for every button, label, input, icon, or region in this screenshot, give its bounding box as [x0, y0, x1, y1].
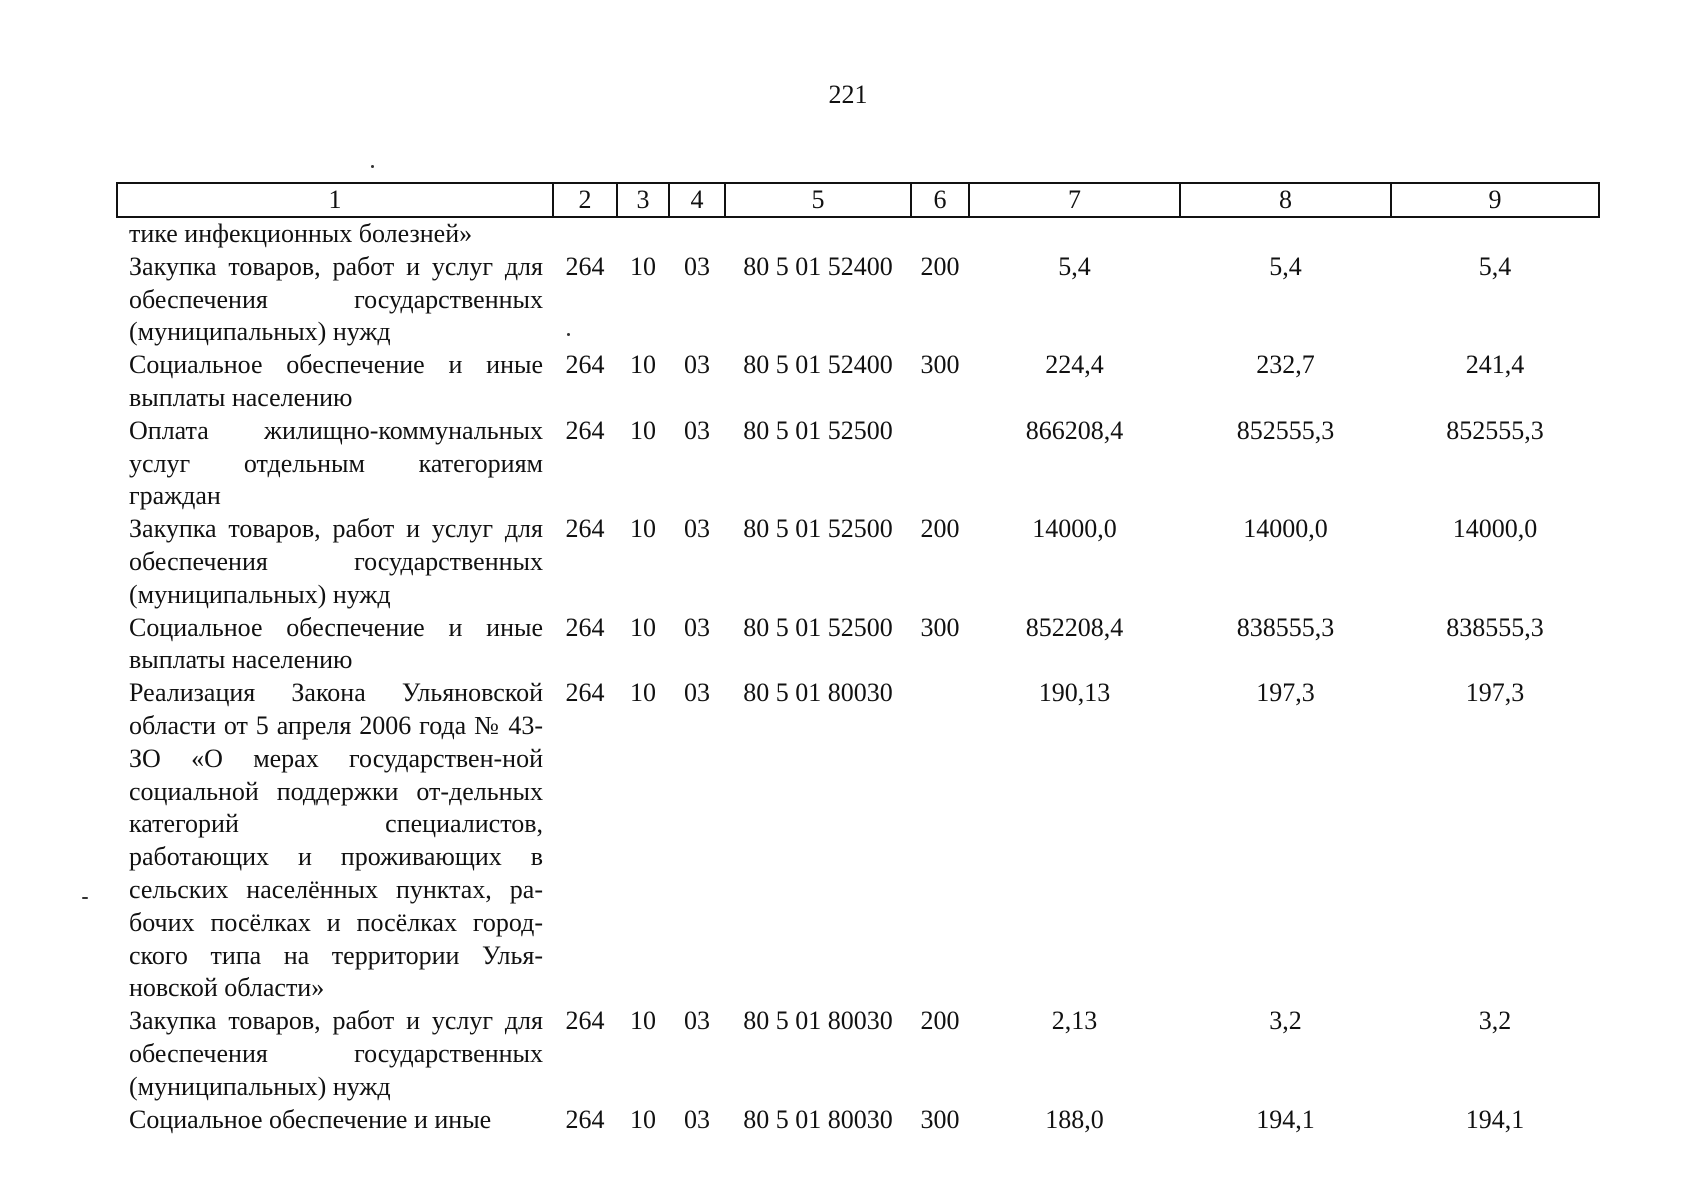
- page-number: 221: [828, 80, 868, 109]
- expense-type-code: 300: [920, 612, 960, 642]
- subsection-code: 03: [684, 612, 710, 642]
- amount-col8: 232,7: [1256, 350, 1315, 380]
- subsection-code: [669, 217, 725, 251]
- amount-col8: 197,3: [1256, 678, 1315, 708]
- ministry-code: 264: [565, 251, 605, 281]
- amount-col8: 5,4: [1269, 251, 1302, 281]
- table-row: [117, 677, 1599, 1005]
- subsection-code: 03: [684, 678, 710, 708]
- amount-col9: 197,3: [1465, 678, 1525, 708]
- amount-col9: [1391, 217, 1599, 251]
- column-header: 1: [117, 183, 553, 217]
- table-row: [117, 612, 1599, 678]
- subsection-code: 03: [684, 251, 710, 281]
- target-article-code: 80 5 01 80030: [743, 1104, 893, 1134]
- target-article-code: 80 5 01 52400: [743, 251, 893, 281]
- table-row: [117, 349, 1599, 415]
- item-name: Социальное обеспечение и иные выплаты населению: [129, 350, 543, 412]
- column-header: 8: [1180, 183, 1391, 217]
- table-row: [117, 1005, 1599, 1103]
- subsection-code: 03: [684, 415, 710, 445]
- amount-col7: [969, 217, 1180, 251]
- column-header: 3: [617, 183, 669, 217]
- ministry-code: 264: [565, 350, 605, 380]
- amount-col9: 14000,0: [1452, 514, 1538, 544]
- ministry-code: [553, 217, 617, 251]
- subsection-code: 03: [684, 1104, 710, 1134]
- target-article-code: [725, 217, 911, 251]
- item-name: Реализация Закона Ульяновской области от 5 апреля 2006 года № 43-ЗО «О мерах государствен-ной социальной поддержки от-дельных категорий специалистов, работающих и проживающих в сельских населённых пунктах, ра-бочих посёлках и посёлках город-ского типа на территории Улья-новской области»: [129, 678, 543, 1003]
- target-article-code: 80 5 01 52400: [743, 350, 893, 380]
- item-name: Закупка товаров, работ и услуг для обеспечения государственных (муниципальных) нужд: [129, 251, 543, 347]
- scan-speck: [371, 165, 374, 168]
- budget-table: [116, 182, 1600, 1136]
- table-row: [117, 1104, 1599, 1137]
- expense-type-code: [911, 677, 969, 1005]
- amount-col7: 190,13: [1038, 678, 1111, 708]
- table-row: [117, 513, 1599, 611]
- amount-col9: 241,4: [1465, 350, 1525, 380]
- section-code: 10: [630, 514, 656, 544]
- expense-type-code: 200: [920, 1006, 960, 1036]
- amount-col7: 5,4: [1058, 251, 1091, 281]
- amount-col8: [1180, 217, 1391, 251]
- item-name: Закупка товаров, работ и услуг для обеспечения государственных (муниципальных) нужд: [129, 1006, 543, 1101]
- ministry-code: 264: [565, 678, 605, 708]
- ministry-code: 264: [565, 415, 605, 445]
- target-article-code: 80 5 01 52500: [743, 415, 893, 445]
- amount-col8: 14000,0: [1243, 514, 1328, 544]
- column-header: 5: [725, 183, 911, 217]
- expense-type-code: 300: [920, 1104, 960, 1134]
- column-number-row: [117, 183, 1599, 217]
- expense-type-code: 300: [920, 350, 960, 380]
- item-name: Оплата жилищно-коммунальных услуг отдельным категориям граждан: [129, 415, 543, 511]
- section-code: 10: [630, 678, 656, 708]
- table-row: [117, 217, 1599, 251]
- amount-col9: 3,2: [1478, 1006, 1512, 1036]
- column-header: 2: [553, 183, 617, 217]
- amount-col7: 2,13: [1051, 1006, 1098, 1036]
- amount-col8: 838555,3: [1236, 612, 1335, 642]
- target-article-code: 80 5 01 80030: [743, 1006, 893, 1036]
- table-row: [117, 415, 1599, 513]
- amount-col9: 194,1: [1465, 1104, 1525, 1134]
- amount-col8: 3,2: [1269, 1006, 1302, 1036]
- target-article-code: 80 5 01 52500: [743, 612, 893, 642]
- item-name: тике инфекционных болезней»: [129, 219, 473, 248]
- amount-col7: 224,4: [1045, 350, 1104, 380]
- column-header: 4: [669, 183, 725, 217]
- table-row: [117, 251, 1599, 349]
- subsection-code: 03: [684, 1006, 710, 1036]
- expense-type-code: 200: [920, 514, 960, 544]
- column-header: 7: [969, 183, 1180, 217]
- item-name: Закупка товаров, работ и услуг для обеспечения государственных (муниципальных) нужд: [129, 514, 543, 609]
- subsection-code: 03: [684, 514, 710, 544]
- target-article-code: 80 5 01 52500: [743, 514, 893, 544]
- section-code: 10: [630, 251, 656, 281]
- subsection-code: 03: [684, 350, 710, 380]
- expense-type-code: 200: [920, 251, 960, 281]
- table-body: [117, 217, 1599, 1136]
- amount-col7: 852208,4: [1025, 612, 1124, 642]
- amount-col9: 5,4: [1478, 251, 1512, 281]
- item-name: Социальное обеспечение и иные выплаты населению: [129, 612, 543, 675]
- table-header: [117, 183, 1599, 217]
- section-code: 10: [630, 1104, 656, 1134]
- ministry-code: 264: [565, 514, 605, 544]
- ministry-code: 264: [565, 612, 605, 642]
- amount-col9: 852555,3: [1446, 415, 1544, 445]
- column-header: 6: [911, 183, 969, 217]
- amount-col7: 866208,4: [1025, 415, 1124, 445]
- ministry-code: 264: [565, 1006, 605, 1036]
- target-article-code: 80 5 01 80030: [743, 678, 893, 708]
- section-code: 10: [630, 612, 656, 642]
- amount-col7: 188,0: [1045, 1104, 1104, 1134]
- amount-col7: 14000,0: [1032, 514, 1117, 544]
- expense-type-code: [911, 217, 969, 251]
- section-code: 10: [630, 350, 656, 380]
- amount-col9: 838555,3: [1446, 612, 1544, 642]
- amount-col8: 194,1: [1256, 1104, 1315, 1134]
- expense-type-code: [911, 415, 969, 513]
- section-code: 10: [630, 1006, 656, 1036]
- scan-speck: [82, 897, 88, 899]
- amount-col8: 852555,3: [1236, 415, 1335, 445]
- section-code: [617, 217, 669, 251]
- column-header: 9: [1391, 183, 1599, 217]
- section-code: 10: [630, 415, 656, 445]
- item-name: Социальное обеспечение и иные: [129, 1104, 492, 1134]
- ministry-code: 264: [565, 1104, 605, 1134]
